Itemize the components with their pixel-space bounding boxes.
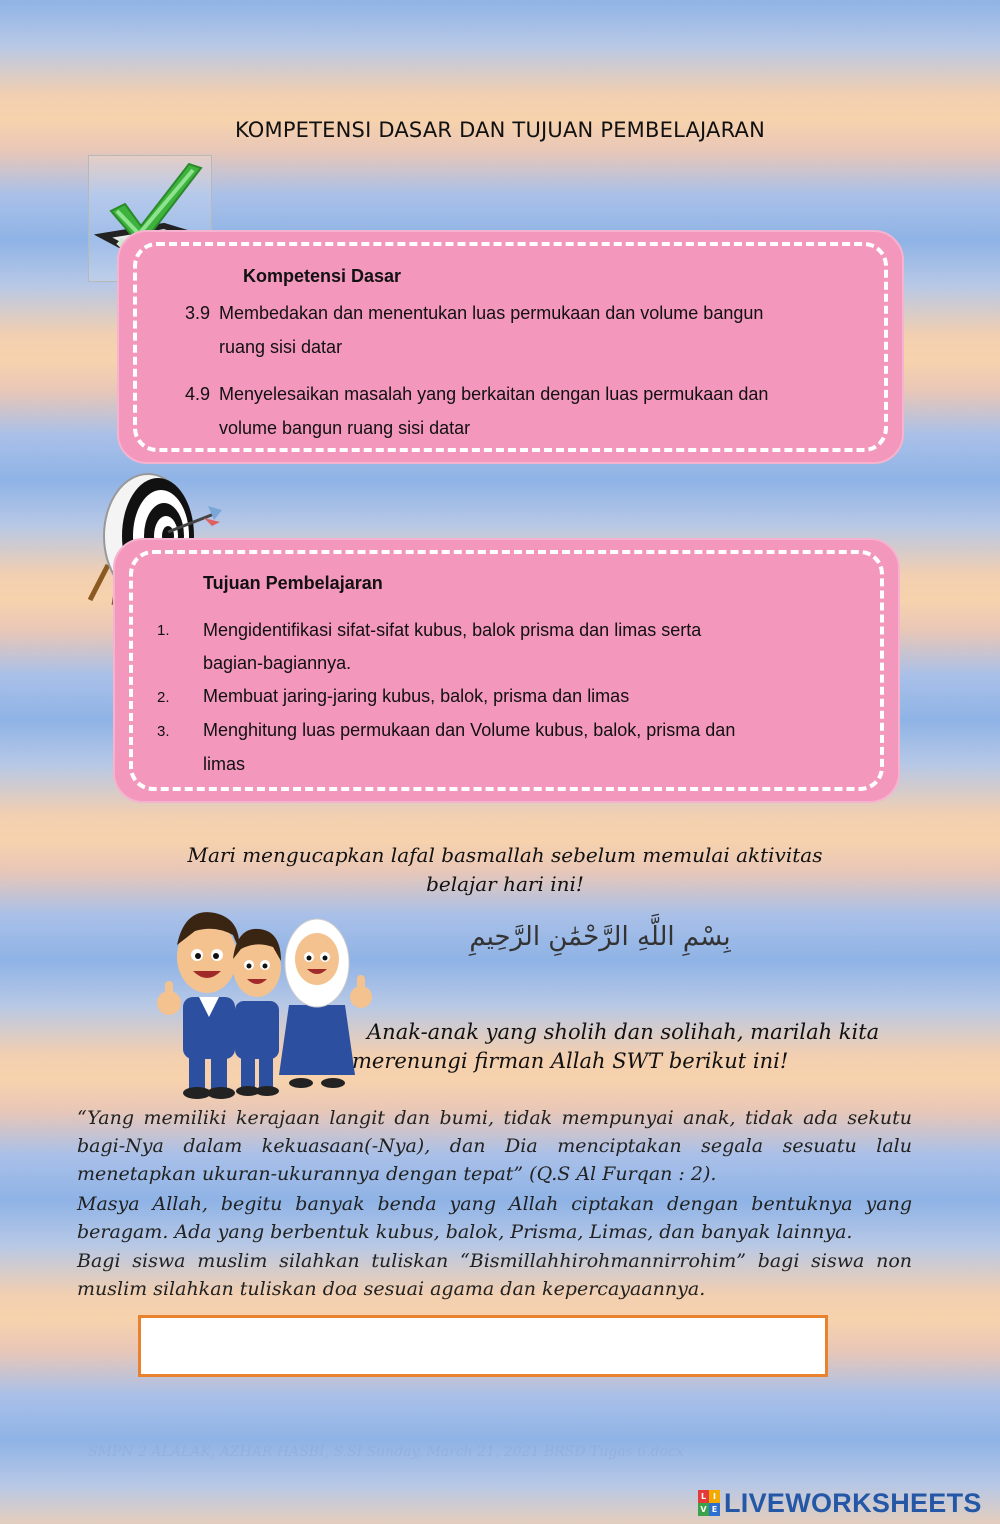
logo-letter-l: L bbox=[698, 1490, 709, 1503]
kd-item-2-number: 4.9 bbox=[185, 384, 211, 404]
page-title: KOMPETENSI DASAR DAN TUJUAN PEMBELAJARAN bbox=[234, 118, 766, 142]
kd-item-1-number: 3.9 bbox=[185, 303, 211, 323]
reflect-line-2: merenungi firman Allah SWT berikut ini! bbox=[352, 1049, 789, 1073]
invite-line-1: Mari mengucapkan lafal basmallah sebelum memulai aktivitas bbox=[187, 843, 823, 867]
students-illustration bbox=[155, 905, 380, 1100]
tp-item-2-number: 2. bbox=[157, 689, 170, 706]
tp-item-1-line2: bagian-bagiannya. bbox=[203, 653, 352, 673]
tp-item-1-line1: Mengidentifikasi sifat-sifat kubus, balok prisma dan limas serta bbox=[203, 620, 702, 640]
document-footer: SMPN 2 ALALAK, AZHAR HASBI, S.SI Sunday, March 21, 2021 BRSD Tugas 6.docx bbox=[88, 1444, 684, 1460]
invite-line-2: belajar hari ini! bbox=[426, 872, 584, 896]
liveworksheets-wordmark: LIVEWORKSHEETS bbox=[724, 1487, 982, 1518]
basmalah-calligraphy: بِسْمِ اللَّهِ الرَّحْمَٰنِ الرَّحِيمِ bbox=[469, 922, 731, 952]
tp-item-2-line1: Membuat jaring-jaring kubus, balok, prisma dan limas bbox=[203, 686, 630, 706]
logo-letter-e: E bbox=[709, 1503, 720, 1516]
reflect-line-1: Anak-anak yang sholih dan solihah, marilah kita bbox=[367, 1020, 880, 1044]
instruction-paragraph: Bagi siswa muslim silahkan tuliskan “Bismillahhirohmannirrohim” bagi siswa non muslim silahkan tuliskan doa sesuai agama dan kepercayaannya. bbox=[77, 1250, 912, 1300]
kompetensi-dasar-heading: Kompetensi Dasar bbox=[243, 266, 402, 286]
kd-item-2-line2: volume bangun ruang sisi datar bbox=[219, 418, 471, 438]
liveworksheets-icon bbox=[698, 1490, 720, 1516]
prayer-answer-input[interactable] bbox=[138, 1315, 828, 1377]
liveworksheets-logo bbox=[698, 1488, 982, 1518]
kd-item-1-line1: Membedakan dan menentukan luas permukaan dan volume bangun bbox=[219, 303, 764, 323]
tp-item-3-number: 3. bbox=[157, 723, 170, 740]
kd-item-2-line1: Menyelesaikan masalah yang berkaitan dengan luas permukaan dan bbox=[219, 384, 769, 404]
tp-item-3-line2: limas bbox=[203, 754, 246, 774]
quran-verse-paragraph: “Yang memiliki kerajaan langit dan bumi, tidak mempunyai anak, tidak ada sekutu bagi-Nya dalam kekuasaan(-Nya), dan Dia menciptakan segala sesuatu lalu menetapkan ukuran-ukurannya dengan tepat” (Q.S Al Furqan : 2). bbox=[77, 1107, 912, 1185]
tujuan-pembelajaran-box bbox=[113, 538, 900, 803]
kd-item-1-line2: ruang sisi datar bbox=[219, 337, 343, 357]
logo-letter-i: I bbox=[709, 1490, 720, 1503]
logo-letter-v: V bbox=[698, 1503, 709, 1516]
reflection-paragraph: Masya Allah, begitu banyak benda yang Allah ciptakan dengan bentuknya yang beragam. Ada yang berbentuk kubus, balok, Prisma, Limas, dan banyak lainnya. bbox=[77, 1193, 912, 1243]
kompetensi-dasar-box bbox=[117, 230, 904, 464]
tp-item-3-line1: Menghitung luas permukaan dan Volume kubus, balok, prisma dan bbox=[203, 720, 736, 740]
tp-item-1-number: 1. bbox=[157, 622, 170, 639]
tujuan-heading: Tujuan Pembelajaran bbox=[203, 573, 383, 593]
